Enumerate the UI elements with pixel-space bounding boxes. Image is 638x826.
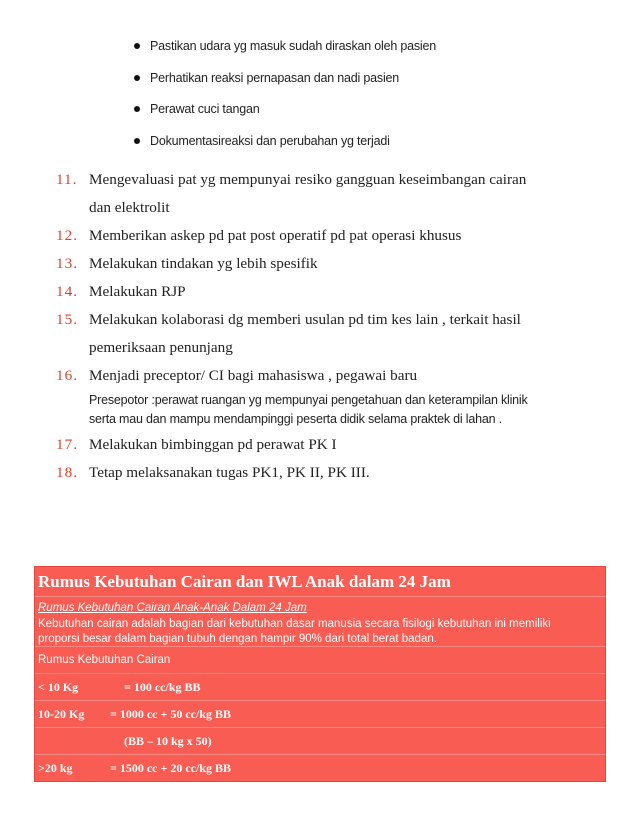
bullet-text: Perawat cuci tangan [150,102,260,116]
weight-range: >20 kg [38,761,73,775]
note-text: Presepotor :perawat ruangan yg mempunyai pengetahuan dan keterampilan klinik [89,393,528,407]
item-text-continued: pemeriksaan penunjang [89,339,233,356]
item-number: 18. [56,464,78,481]
item-text: Mengevaluasi pat yg mempunyai resiko gangguan keseimbangan cairan [89,171,527,188]
description-text-continued: proporsi besar dalam bagian tubuh dengan hampir 90% dari total berat badan. [38,633,437,645]
formula-value: = 1000 cc + 50 cc/kg BB [110,707,231,721]
list-item-13 [56,250,616,278]
list-item-14 [56,278,616,306]
item-text: Melakukan RJP [89,283,186,300]
table-subtitle: Rumus Kebutuhan Cairan Anak-Anak Dalam 24 Jam [38,602,307,614]
table-description [35,597,605,647]
item-text: Melakukan tindakan yg lebih spesifik [89,255,318,272]
table-title: Rumus Kebutuhan Cairan dan IWL Anak dalam 24 Jam [35,567,605,597]
numbered-list [56,166,616,487]
item-text: Melakukan bimbinggan pd perawat PK I [89,436,337,453]
list-item-12 [56,222,616,250]
bullet-item [134,68,614,100]
preceptor-note [56,391,616,428]
bullet-list [134,36,614,162]
formula-row [35,728,605,755]
list-item-18 [56,459,616,487]
formula-heading: Rumus Kebutuhan Cairan [35,647,605,674]
item-text: Melakukan kolaborasi dg memberi usulan pd tim kes lain , terkait hasil [89,311,521,328]
bullet-text: Dokumentasireaksi dan perubahan yg terjadi [150,133,390,148]
bullet-dot-icon [134,106,140,112]
item-text: Memberikan askep pd pat post operatif pd pat operasi khusus [89,227,462,244]
bullet-item [134,99,614,131]
description-text: Kebutuhan cairan adalah bagian dari kebutuhan dasar manusia secara fisilogi kebutuhan ini memiliki [38,617,551,630]
bullet-dot-icon [134,75,140,81]
bullet-item [134,131,614,163]
item-number: 14. [56,283,78,300]
formula-value: = 1500 cc + 20 cc/kg BB [110,761,231,775]
bullet-text: Perhatikan reaksi pernapasan dan nadi pasien [150,70,400,85]
item-text-continued: dan elektrolit [89,199,170,216]
item-text: Menjadi preceptor/ CI bagi mahasiswa , pegawai baru [89,367,418,384]
weight-range: 10-20 Kg [38,707,85,721]
item-number: 16. [56,367,78,384]
formula-value: = 100 cc/kg BB [124,680,201,694]
item-number: 15. [56,311,78,328]
weight-range: < 10 Kg [38,680,79,694]
item-number: 11. [56,171,78,188]
fluid-formula-table [34,566,606,782]
list-item-11 [56,166,616,222]
bullet-item [134,36,614,68]
item-text: Tetap melaksanakan tugas PK1, PK II, PK III. [89,464,370,481]
list-item-17 [56,431,616,459]
formula-row [35,701,605,728]
list-item-16 [56,362,616,390]
formula-row [35,755,605,781]
item-number: 13. [56,255,78,272]
formula-row [35,674,605,701]
list-item-15 [56,306,616,362]
bullet-text: Pastikan udara yg masuk sudah diraskan oleh pasien [150,39,437,53]
bullet-dot-icon [134,138,140,144]
formula-value: (BB – 10 kg x 50) [124,734,212,748]
bullet-dot-icon [134,43,140,49]
note-text-continued: serta mau dan mampu mendampinggi peserta didik selama praktek di lahan . [89,411,502,426]
item-number: 12. [56,227,78,244]
item-number: 17. [56,436,78,453]
